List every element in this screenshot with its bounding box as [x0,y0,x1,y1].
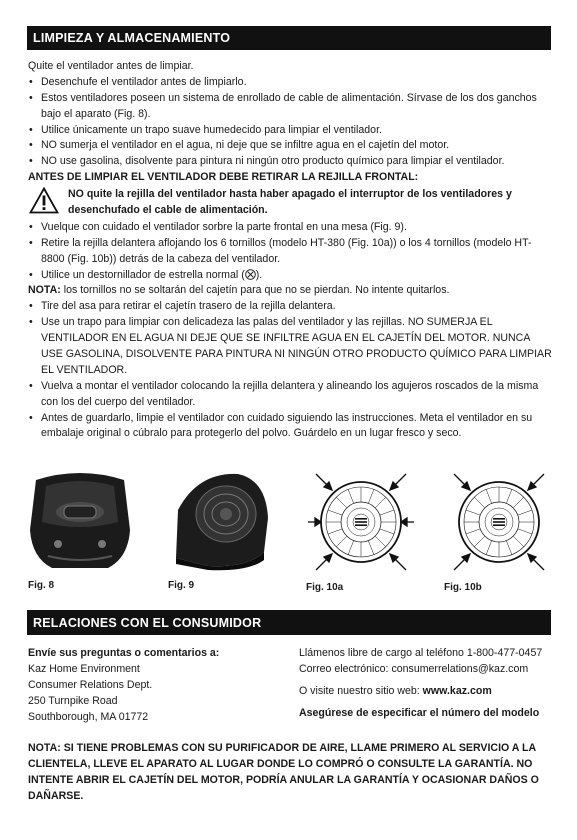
email-line: Correo electrónico: consumerrelations@kaz.com [299,662,529,675]
list-item: • Antes de guardarlo, limpie el ventilador con cuidado siguiendo las instrucciones. Meta el ventilador en su embalaje original o cúbralo para protegerlo del polvo. Guárdelo en un lugar fresco y seco. [28,411,552,443]
website-line [299,684,554,700]
list-item: • Vuelque con cuidado el ventilador sorbre la parte frontal en una mesa (Fig. 9). [28,220,552,236]
list-item: • Use un trapo para limpiar con delicadeza las palas del ventilador y las rejillas. NO SUMERJA EL VENTILADOR EN EL AGUA NI DEJE QUE SE INFILTRE AGUA EN EL CAJETÍN DEL MOTOR. NUNCA USE GASOLINA, DISOLVENTE PARA PINTURA NI NINGÚN OTRO PRODUCTO QUÍMICO PARA LIMPIAR EL VENTILADOR. [28,315,552,379]
list-item: • NO sumerja el ventilador en el agua, ni deje que se infiltre agua en el cajetín del motor. [28,138,552,154]
bullet-list-a [28,75,552,170]
note-label: NOTA: [28,284,61,297]
list-item: • NO use gasolina, disolvente para pintura ni ningún otro producto químico para limpiar el ventilador. [28,154,552,170]
warning-text: NO quite la rejilla del ventilador hasta haber apagado el interruptor de los ventiladores y desenchufado el cable de alimentación. [68,188,512,217]
intro-text: Quite el ventilador antes de limpiar. [28,60,194,72]
section-header-consumer [27,610,551,635]
contact-info [299,646,554,722]
address-line: Kaz Home Environment [28,662,140,675]
warning-triangle-icon [29,187,59,214]
figure-caption: Fig. 10a [306,582,344,593]
list-item: • Estos ventiladores poseen un sistema de enrollado de cable de alimentación. Sírvase de los dos ganchos bajo el aparato (Fig. 8). [28,91,552,123]
fan-facedown-image [168,470,272,572]
list-item: • Retire la rejilla delantera aflojando los 6 tornillos (modelo HT-380 (Fig. 10a)) o los 4 tornillos (modelo HT-8800 (Fig. 10b)) detrás de la cabeza del ventilador. [28,236,552,268]
subheading: ANTES DE LIMPIAR EL VENTILADOR DEBE RETIRAR LA REJILLA FRONTAL: [28,171,419,184]
section-header-cleaning [27,26,551,50]
figure-caption: Fig. 10b [444,582,482,593]
grille-four-screws-diagram [444,470,554,574]
section-title: LIMPIEZA Y ALMACENAMIENTO [33,31,231,45]
figure-10b [444,470,554,593]
warning-block [28,187,552,219]
address-heading: Envíe sus preguntas o comentarios a: [28,647,220,659]
list-item: • Desenchufe el ventilador antes de limpiarlo. [28,75,552,91]
figure-9 [168,470,272,591]
figure-8 [28,470,132,591]
figure-10a [306,470,416,593]
list-item: • Vuelva a montar el ventilador colocando la rejilla delantera y alineando los agujeros roscados de la misma con los del cuerpo del ventilador. [28,379,552,411]
screwdriver-text: Utilice un destornillador de estrella normal ( [41,268,245,281]
bullet-list-b [28,220,552,284]
phone-line: Llámenos libre de cargo al teléfono 1-800-477-0457 [299,647,543,659]
list-item [28,268,552,284]
model-note: Asegúrese de especificar el número del modelo [299,706,540,719]
grille-six-screws-diagram [306,470,416,574]
section-title: RELACIONES CON EL CONSUMIDOR [33,615,262,630]
address-line: 250 Turnpike Road [28,694,118,707]
bullet-list-c [28,299,552,442]
figure-caption: Fig. 8 [28,580,55,591]
address-line: Consumer Relations Dept. [28,678,153,691]
note-line [28,283,552,299]
website-prefix: O visite nuestro sitio web: [299,684,423,697]
note-text: los tornillos no se soltarán del cajetín para que no se pierdan. No intente quitarlos. [60,284,450,297]
website-link[interactable]: www.kaz.com [422,684,492,697]
screwdriver-suffix: ). [255,268,263,281]
list-item: • Utilice únicamente un trapo suave humedecido para limpiar el ventilador. [28,123,552,139]
mailing-address [28,646,278,725]
phillips-screw-icon [245,269,256,280]
list-item: • Tire del asa para retirar el cajetín trasero de la rejilla delantera. [28,299,552,315]
figure-caption: Fig. 9 [168,580,195,591]
cleaning-instructions [28,59,552,442]
address-line: Southborough, MA 01772 [28,710,149,723]
final-note: NOTA: SI TIENE PROBLEMAS CON SU PURIFICADOR DE AIRE, LLAME PRIMERO AL SERVICIO A LA CLIENTELA, LLEVE EL APARATO AL LUGAR DONDE LO COMPRÓ O CONSULTE LA GARANTÍA. NO INTENTE ABRIR EL CAJETÍN DEL MOTOR, PODRÍA ANULAR LA GARANTÍA Y OCASIONAR DAÑOS O DAÑARSE. [28,742,539,803]
figures-row [28,470,552,600]
fan-bottom-image [28,470,132,572]
